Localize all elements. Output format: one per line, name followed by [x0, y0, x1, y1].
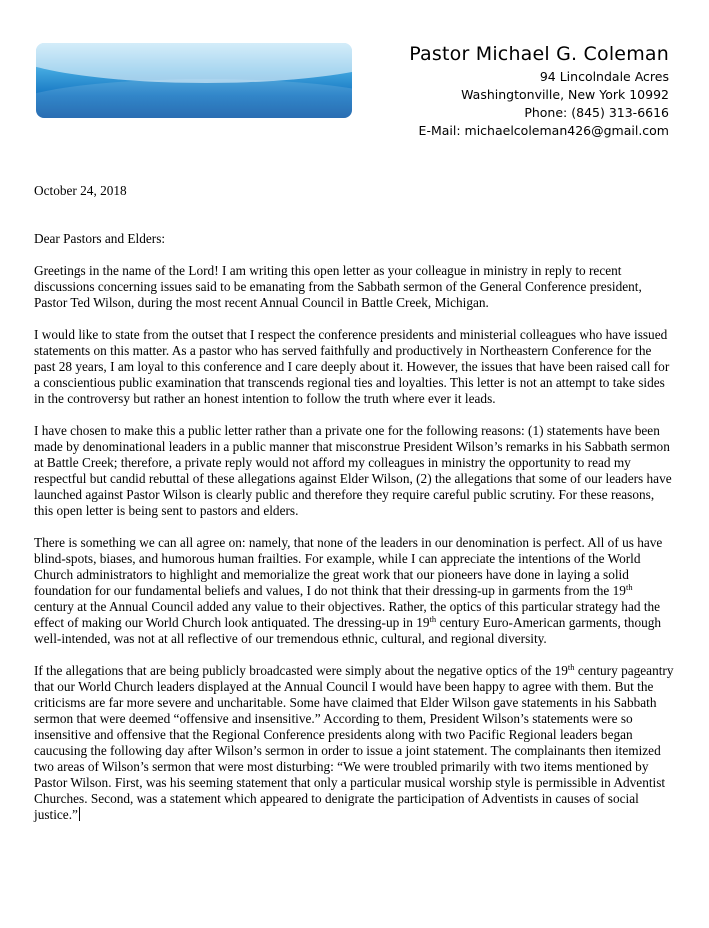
paragraph-5-part-a: If the allegations that are being publicly broadcasted were simply about the negative optics of the 19 [34, 663, 568, 678]
letter-salutation: Dear Pastors and Elders: [34, 231, 166, 246]
paragraph-2: I would like to state from the outset that I respect the conference presidents and ministerial colleagues who have issued statements on this matter. As a pastor who has served faithfully and productively in Northeastern Conference for the past 28 years, I am loyal to this conference and I care deeply about it. However, the issues that have been raised call for a conscientious public examination that transcends regional ties and loyalties. This letter is not an attempt to take sides in the controversy but rather an honest intention to follow the truth where ever it leads. [34, 327, 670, 406]
paragraph-3: I have chosen to make this a public letter rather than a private one for the following reasons: (1) statements have been made by denominational leaders in a public manner that misconstrue President Wilson’s remarks in his Sabbath sermon at Battle Creek; therefore, a private reply would not afford my colleagues in ministry the opportunity to read my respectful but candid rebuttal of these allegations against Elder Wilson, (2) the allegations that some of our leaders have launched against Pastor Wilson is clearly public and therefore they require careful public scrutiny. For these reasons, this open letter is being sent to pastors and elders. [34, 423, 672, 518]
paragraph-4 [34, 535, 674, 647]
sender-name: Pastor Michael G. Coleman [409, 43, 669, 65]
letterhead-banner [36, 43, 352, 118]
sender-phone: Phone: (845) 313-6616 [524, 105, 669, 120]
sender-email: E-Mail: michaelcoleman426@gmail.com [418, 123, 669, 138]
sender-address-line1: 94 Lincolndale Acres [539, 69, 669, 84]
paragraph-5-part-b: century pageantry that our World Church leaders displayed at the Annual Council I would have been happy to agree with them. But the criticisms are far more severe and uncharitable. Some have claimed that Elder Wilson gave statements in his Sabbath sermon that were deemed “offensive and insensitive.” According to them, President Wilson’s statements were so insensitive and offensive that the Regional Conference presidents along with two Pacific Regional leaders began caucusing the following day after Wilson’s sermon in order to issue a joint statement. The complainants then itemized two areas of Wilson’s sermon that were most disturbing: “We were troubled primarily with two items mentioned by Pastor Wilson. First, was his seeming statement that only a particular musical worship style is permissible in Adventist Churches. Second, was a statement which appeared to denigrate the participation of Adventists in causes of social justice.” [34, 663, 674, 822]
paragraph-4-part-c: century Euro-American garments, though well-intended, was not at all reflective of our tremendous ethnic, cultural, and regional diversity. [34, 615, 662, 646]
text-cursor [79, 807, 80, 821]
paragraph-4-part-b: century at the Annual Council added any value to their objectives. Rather, the optics of this particular strategy had the effect of making our World Church look antiquated. The dressing-up in 19 [34, 599, 661, 630]
paragraph-1: Greetings in the name of the Lord! I am writing this open letter as your colleague in ministry in reply to recent discussions concerning issues said to be emanating from the Sabbath sermon of the General Conference president, Pastor Ted Wilson, during the most recent Annual Council in Battle Creek, Michigan. [34, 263, 642, 310]
letter-body[interactable] [34, 183, 674, 839]
letter-date: October 24, 2018 [34, 183, 127, 198]
sender-address-line2: Washingtonville, New York 10992 [461, 87, 669, 102]
superscript: th [567, 662, 575, 672]
superscript: th [625, 582, 633, 592]
paragraph-4-part-a: There is something we can all agree on: namely, that none of the leaders in our denomination is perfect. All of us have blind-spots, biases, and humorous human frailties. For example, while I can appreciate the intentions of the World Church administrators to highlight and memorialize the great work that our pioneers have done in laying a solid foundation for our fundamental beliefs and values, I do not think that their dressing-up in garments from the 19 [34, 535, 663, 598]
superscript: th [429, 614, 437, 624]
letterhead [409, 40, 669, 140]
paragraph-5 [34, 663, 674, 823]
